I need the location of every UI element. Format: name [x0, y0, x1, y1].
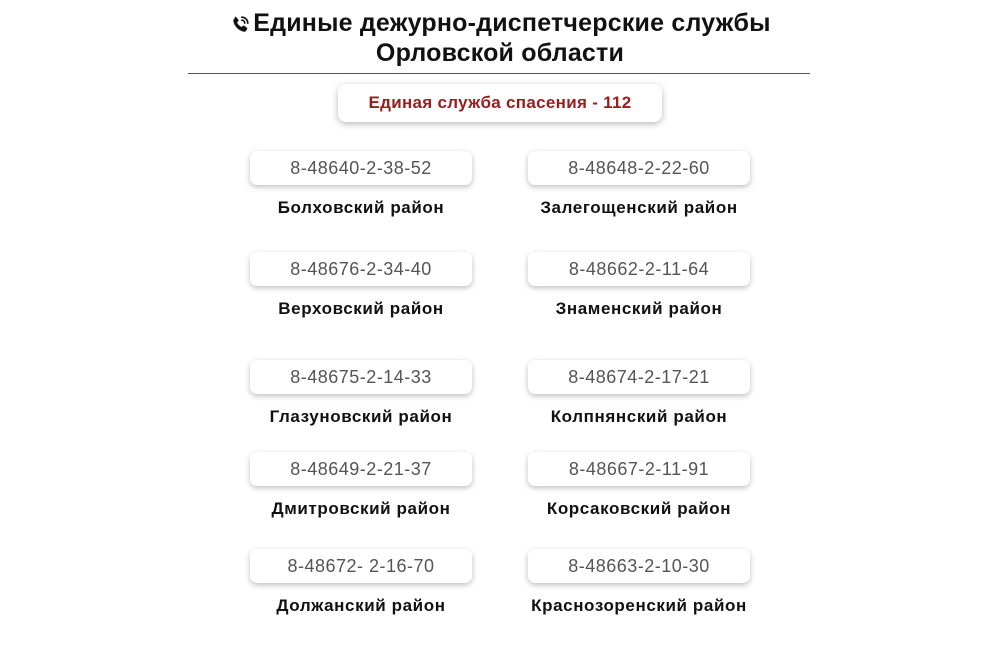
phone-number[interactable]: 8-48675-2-14-33: [250, 360, 472, 394]
district-card-glazunovsky: [221, 360, 501, 427]
rescue-service-badge[interactable]: Единая служба спасения - 112: [338, 84, 662, 122]
district-name: Корсаковский район: [546, 499, 732, 518]
district-name: Должанский район: [276, 596, 446, 615]
phone-number[interactable]: 8-48676-2-34-40: [250, 252, 472, 286]
phone-number[interactable]: 8-48663-2-10-30: [528, 549, 750, 583]
phone-number[interactable]: 8-48648-2-22-60: [528, 151, 750, 185]
phone-number[interactable]: 8-48649-2-21-37: [250, 452, 472, 486]
phone-icon: [229, 13, 251, 35]
district-card-zalegoshchensky: [499, 151, 779, 218]
district-card-krasnozorensky: [499, 549, 779, 616]
title-line-2: Орловской области: [375, 39, 625, 67]
district-card-verkhovsky: [221, 252, 501, 319]
page-title: [0, 8, 1000, 68]
district-name: Залегощенский район: [540, 198, 738, 217]
district-name: Колпнянский район: [550, 407, 728, 426]
district-card-korsakovsky: [499, 452, 779, 519]
title-line-1: Единые дежурно-диспетчерские службы: [253, 9, 771, 37]
district-name: Краснозоренский район: [531, 596, 747, 615]
district-card-znamensky: [499, 252, 779, 319]
district-name: Знаменский район: [555, 299, 723, 318]
district-card-kolpnyansky: [499, 360, 779, 427]
phone-number[interactable]: 8-48674-2-17-21: [528, 360, 750, 394]
district-name: Дмитровский район: [271, 499, 451, 518]
phone-number[interactable]: 8-48662-2-11-64: [528, 252, 750, 286]
district-card-dolzhansky: [221, 549, 501, 616]
district-name: Глазуновский район: [269, 407, 453, 426]
district-card-dmitrovsky: [221, 452, 501, 519]
district-card-bolkhovsky: [221, 151, 501, 218]
phone-number[interactable]: 8-48640-2-38-52: [250, 151, 472, 185]
title-divider: [188, 73, 810, 74]
phone-number[interactable]: 8-48667-2-11-91: [528, 452, 750, 486]
district-name: Болховский район: [277, 198, 445, 217]
district-name: Верховский район: [278, 299, 444, 318]
phone-number[interactable]: 8-48672- 2-16-70: [250, 549, 472, 583]
